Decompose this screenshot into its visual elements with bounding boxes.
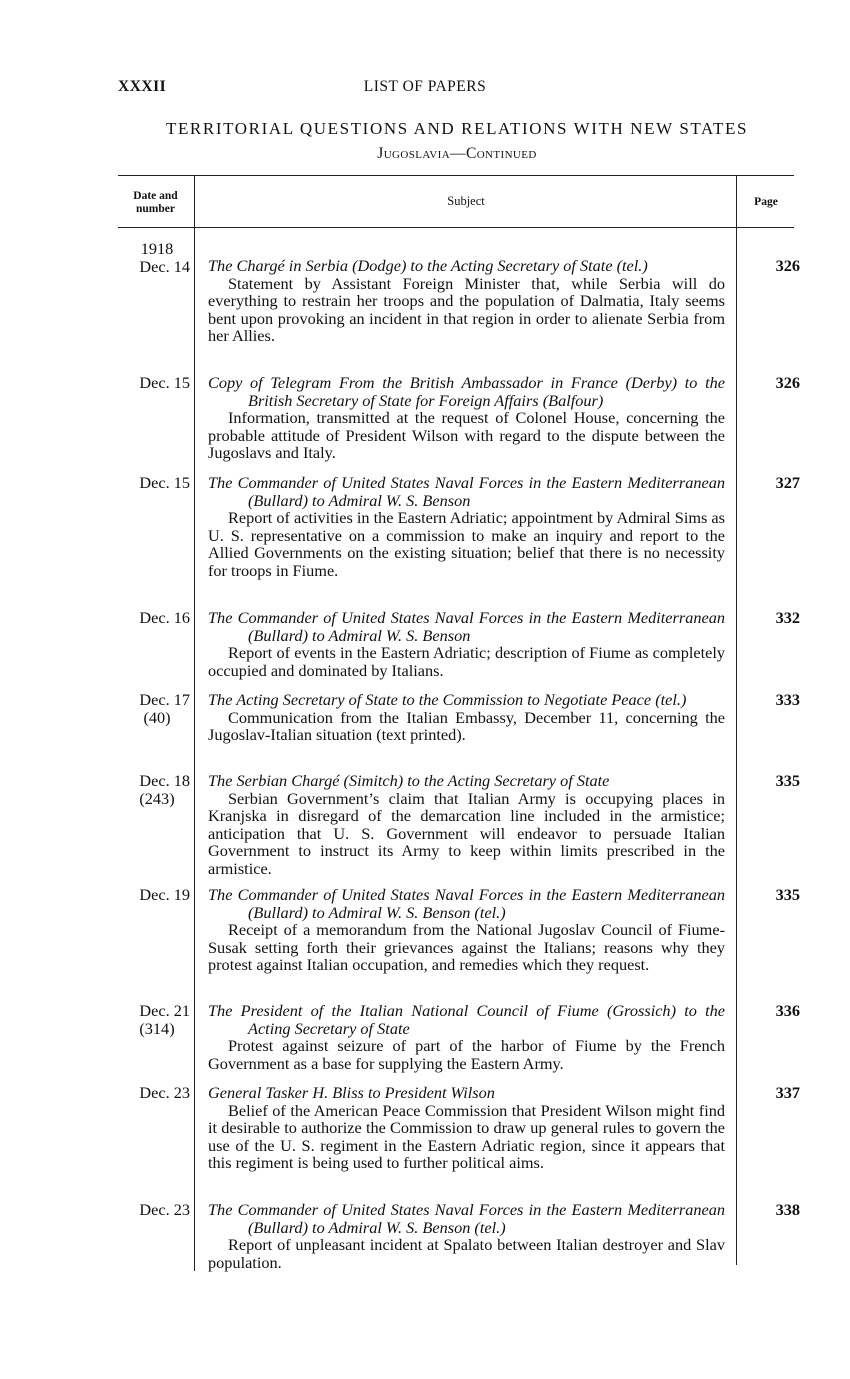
entry-year: 1918 — [140, 239, 174, 258]
entry-description: Report of unpleasant incident at Spalato between Italian destroyer and Slav population. — [208, 1235, 725, 1272]
entry-description: Protest against seizure of part of the harbor of Fiume by the French Government as a base for supplying the Eastern Army. — [208, 1036, 725, 1073]
entry-date — [118, 474, 190, 492]
entry-description: Statement by Assistant Foreign Minister that, while Serbia will do everything to restrain her troops and the population of Dalmatia, Italy seems bent upon provoking an incident in that region in order to alienate Serbia from her Allies. — [208, 273, 725, 345]
entry-date — [118, 240, 190, 275]
entry-page: 326 — [775, 256, 800, 275]
entry-subject — [208, 1002, 725, 1072]
entry-date — [118, 1201, 190, 1219]
entry-title: The Chargé in Serbia (Dodge) to the Acting Secretary of State (tel.) — [208, 256, 648, 275]
entry-date-text: Dec. 15 — [139, 473, 190, 492]
running-title: LIST OF PAPERS — [363, 78, 487, 95]
entry-page: 333 — [775, 690, 800, 709]
entry-page: 336 — [775, 1001, 800, 1020]
entry-date — [118, 1002, 190, 1037]
table-header-rule — [118, 227, 794, 228]
entry-subject — [208, 474, 725, 579]
column-divider-right — [736, 175, 737, 1265]
entry-date-text: Dec. 23 — [139, 1200, 190, 1219]
entry-title: The Serbian Chargé (Simitch) to the Acting Secretary of State — [208, 771, 610, 790]
column-header-page: Page — [754, 196, 778, 208]
entry-date-text: Dec. 23 — [139, 1083, 190, 1102]
entry-title: Copy of Telegram From the British Ambassador in France (Derby) to the British Secretary of State for Foreign Affairs (Balfour) — [208, 373, 725, 410]
column-header-date: Date and number — [133, 190, 178, 215]
entry-date — [118, 772, 190, 807]
entry-date-text: Dec. 15 — [139, 373, 190, 392]
entry-date — [118, 1084, 190, 1102]
entry-number: (314) — [139, 1018, 175, 1038]
entry-title: The Commander of United States Naval Forces in the Eastern Mediterranean (Bullard) to Admiral W. S. Benson (tel.) — [208, 1200, 725, 1237]
entry-date-text: Dec. 14 — [139, 256, 190, 276]
entry-description: Report of events in the Eastern Adriatic; description of Fiume as completely occupied and dominated by Italians. — [208, 643, 725, 680]
entry-subject — [208, 609, 725, 679]
subsection-heading: Jugoslavia—Continued — [377, 145, 537, 162]
entry-date-text: Dec. 21 — [139, 1001, 190, 1020]
entry-subject — [208, 374, 725, 462]
entry-page: 337 — [775, 1083, 800, 1102]
entry-description: Report of activities in the Eastern Adriatic; appointment by Admiral Sims as U. S. representative on a commission to make an inquiry and report to the Allied Governments on the existing situation; belief that there is no necessity for troops in Fiume. — [208, 508, 725, 580]
section-heading: TERRITORIAL QUESTIONS AND RELATIONS WITH NEW STATES — [165, 119, 749, 138]
entry-description: Belief of the American Peace Commission that President Wilson might find it desirable to authorize the Commission to draw up general rules to govern the use of the U. S. regiment in the Eastern Adriatic region, since it appears that this regiment is being used to further political aims. — [208, 1100, 725, 1172]
entry-date-text: Dec. 18 — [139, 771, 190, 790]
entry-title: General Tasker H. Bliss to President Wilson — [208, 1083, 495, 1102]
entry-date — [118, 374, 190, 392]
entry-title: The Acting Secretary of State to the Commission to Negotiate Peace (tel.) — [208, 690, 687, 709]
table-top-rule — [118, 175, 794, 176]
entry-description: Serbian Government’s claim that Italian Army is occupying places in Kranjska in disregard of the demarcation line included in the armistice; anticipation that U. S. Government will endeavor to persuade Italian Government to instruct its Army to keep within limits prescribed in the armistice. — [208, 788, 725, 878]
entry-subject — [208, 1084, 725, 1172]
entry-number: (243) — [139, 788, 175, 808]
entry-description: Information, transmitted at the request of Colonel House, concerning the probable attitude of President Wilson with regard to the dispute between the Jugoslavs and Italy. — [208, 408, 725, 462]
entry-subject — [208, 886, 725, 974]
entry-page: 338 — [775, 1200, 800, 1219]
entry-date-text: Dec. 17 — [139, 690, 190, 709]
entry-page: 335 — [775, 885, 800, 904]
entry-subject — [208, 772, 725, 877]
entry-description: Communication from the Italian Embassy, December 11, concerning the Jugoslav-Italian situation (text printed). — [208, 707, 725, 744]
entry-subject — [208, 1201, 725, 1271]
entry-subject — [208, 257, 725, 345]
entry-title: The President of the Italian National Council of Fiume (Grossich) to the Acting Secretary of State — [208, 1001, 725, 1038]
page-number: XXXII — [118, 78, 167, 95]
entry-date — [118, 691, 190, 726]
entry-date-text: Dec. 19 — [139, 885, 190, 904]
entry-title: The Commander of United States Naval Forces in the Eastern Mediterranean (Bullard) to Admiral W. S. Benson — [208, 473, 725, 510]
entry-date-text: Dec. 16 — [139, 608, 190, 627]
entry-title: The Commander of United States Naval Forces in the Eastern Mediterranean (Bullard) to Admiral W. S. Benson — [208, 608, 725, 645]
entry-page: 332 — [775, 608, 800, 627]
entry-description: Receipt of a memorandum from the National Jugoslav Council of Fiume-Susak setting forth their grievances against the Italians; reasons why they protest against Italian occupation, and remedies which they request. — [208, 920, 725, 974]
entry-title: The Commander of United States Naval Forces in the Eastern Mediterranean (Bullard) to Admiral W. S. Benson (tel.) — [208, 885, 725, 922]
entry-subject — [208, 691, 725, 744]
entry-number: (40) — [143, 707, 171, 727]
entry-page: 326 — [775, 373, 800, 392]
column-header-subject: Subject — [447, 194, 485, 208]
entry-date — [118, 886, 190, 904]
entry-date — [118, 609, 190, 627]
column-divider-left — [194, 175, 195, 1271]
entry-page: 335 — [775, 771, 800, 790]
entry-page: 327 — [775, 473, 800, 492]
